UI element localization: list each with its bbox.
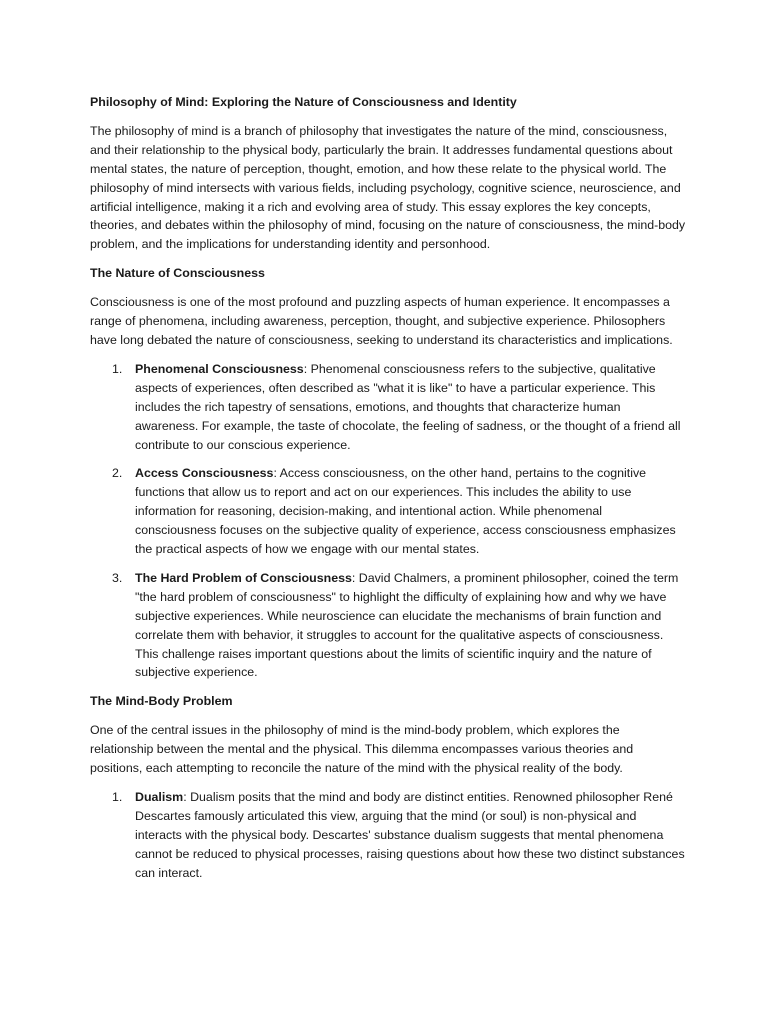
section-paragraph-consciousness: Consciousness is one of the most profound and puzzling aspects of human experience. It encompasses a range of phenomena, including awareness, perception, thought, and subjective experience. Philosophers have long debated the nature of consciousness, seeking to understand its characteristics and implications. xyxy=(90,295,673,347)
list-item xyxy=(90,464,686,559)
document-page xyxy=(90,93,686,893)
intro-paragraph: The philosophy of mind is a branch of philosophy that investigates the nature of the mind, consciousness, and their relationship to the physical body, particularly the brain. It addresses fundamental questions about mental states, the nature of perception, thought, emotion, and how these relate to the physical world. The philosophy of mind intersects with various fields, including psychology, cognitive science, neuroscience, and artificial intelligence, making it a rich and evolving area of study. This essay explores the key concepts, theories, and debates within the philosophy of mind, focusing on the nature of consciousness, the mind-body problem, and the implications for understanding identity and personhood. xyxy=(90,123,686,252)
list-text: : Access consciousness, on the other hand, pertains to the cognitive functions that allow us to report and act on our experiences. This includes the ability to use information for reasoning, decision-making, and intentional action. While phenomenal consciousness focuses on the subjective quality of experience, access consciousness emphasizes the practical aspects of how we engage with our mental states. xyxy=(135,466,676,557)
document-title: Philosophy of Mind: Exploring the Nature of Consciousness and Identity xyxy=(90,95,517,109)
section-paragraph-mind-body: One of the central issues in the philosophy of mind is the mind-body problem, which explores the relationship between the mental and the physical. This dilemma encompasses various theories and positions, each attempting to reconcile the nature of the mind with the physical reality of the body. xyxy=(90,723,634,776)
section-heading-mind-body: The Mind-Body Problem xyxy=(90,694,233,709)
section-heading-consciousness: The Nature of Consciousness xyxy=(90,266,265,281)
list-number: 1. xyxy=(112,790,123,804)
list-text: : Dualism posits that the mind and body are distinct entities. Renowned philosopher René Descartes famously articulated this view, arguing that the mind (or soul) is non-physical and interacts with the physical body. Descartes' substance dualism suggests that mental phenomena cannot be reduced to physical processes, raising questions about how these two distinct substances can interact. xyxy=(135,790,685,880)
list-item xyxy=(90,569,686,682)
list-term: Access Consciousness xyxy=(135,466,274,481)
list-text: : David Chalmers, a prominent philosopher, coined the term "the hard problem of consciousness" to highlight the difficulty of explaining how and why we have subjective experiences. While neuroscience can elucidate the mechanisms of brain function and correlate them with behavior, it struggles to account for the qualitative aspects of consciousness. This challenge raises important questions about the limits of scientific inquiry and the nature of subjective experience. xyxy=(135,570,679,680)
list-number: 3. xyxy=(112,570,123,585)
list-item xyxy=(90,788,686,883)
list-term: Phenomenal Consciousness xyxy=(135,361,304,376)
list-item xyxy=(90,360,686,455)
mind-body-list xyxy=(90,788,686,883)
list-text: : Phenomenal consciousness refers to the subjective, qualitative aspects of experiences, often described as "what it is like" to have a particular experience. This includes the rich tapestry of sensations, emotions, and thoughts that characterize human awareness. For example, the taste of chocolate, the feeling of sadness, or the thought of a friend all contribute to our conscious experience. xyxy=(135,361,681,452)
list-term: The Hard Problem of Consciousness xyxy=(135,570,352,585)
consciousness-list xyxy=(90,360,686,683)
list-number: 1. xyxy=(112,361,123,376)
list-number: 2. xyxy=(112,466,123,481)
list-term: Dualism xyxy=(135,790,184,804)
